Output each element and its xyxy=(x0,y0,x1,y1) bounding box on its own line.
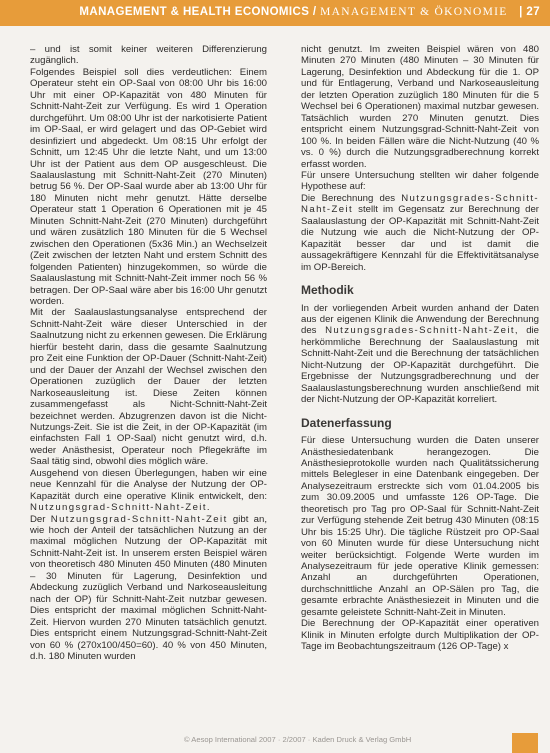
header-separator: / xyxy=(312,6,317,18)
page-number: 27 xyxy=(526,6,540,18)
footer-publisher: © Aesop International 2007 · 2/2007 · Kaden Druck & Verlag GmbH xyxy=(184,735,412,744)
spaced-term: Nutzungsgrades-Schnitt-Naht-Zeit xyxy=(325,325,515,337)
heading-methodik: Methodik xyxy=(301,283,354,298)
spaced-term: Nutzungsgrades-Schnitt-Naht-Zeit xyxy=(301,192,539,216)
section-title-de: MANAGEMENT & ÖKONOMIE xyxy=(320,6,508,18)
paragraph xyxy=(301,193,539,273)
running-header xyxy=(79,6,540,18)
paragraph: – und ist somit keiner weiteren Differenzierung zugänglich. xyxy=(30,44,267,67)
text-run: Der xyxy=(30,513,51,525)
header-divider: | xyxy=(519,6,523,18)
text-run: gibt an, wie hoch der Anteil der tatsächlichen Nutzung an der maximal möglichen Nutzung der OP-Kapazität mit Schnitt-Naht-Zeit ist. In unserem ersten Beispiel wären von theoretisch 480 Minuten 450 Minuten (480 Minuten – 30 Minuten für Lagerung, Desinfektion und Abdeckung zuzüglich Verband und Narkoseausleitung nach der OP) für Schnitt-Naht-Zeit nutzbar gewesen. Dies entspricht der maximal möglichen Schnitt-Naht-Zeit. Hiervon wurden 270 Minuten tatsächlich genutzt. Dies entspricht einem Nutzungsgrad-Schnitt-Naht-Zeit von 60 % (270x100/450=60). 40 % von 450 Minuten, d.h. 180 Minuten wurden xyxy=(30,513,267,663)
spaced-term: Nutzungsgrad-Schnitt-Naht-Zeit xyxy=(50,513,228,525)
spaced-term: Nutzungsgrad-Schnitt-Naht-Zeit xyxy=(30,502,207,514)
paragraph: Die Berechnung der OP-Kapazität einer operativen Klinik in Minuten erfolgte durch Multiplikation der OP-Tage im Beobachtungszeitraum (126 OP-Tage) x xyxy=(301,618,539,653)
paragraph: Folgendes Beispiel soll dies verdeutlichen: Einem Operateur steht ein OP-Saal von 08:00 Uhr bis 16:00 Uhr mit einer OP-Kapazität von 480 Minuten für Schnitt-Naht-Zeit zur Verfügung. Es wird 1 Operation durchgeführt. Um 08:00 Uhr ist der narkotisierte Patient im OP-Saal, er wird gelagert und das OP-Gebiet wird desinfiziert und abgedeckt. Um 08:15 Uhr erfolgt der Schnitt, um 12:45 Uhr die letzte Naht, und um 13:00 Uhr ist der Patient aus dem OP ausgeschleust. Die Saalauslastung mit Schnitt-Naht-Zeit (270 Minuten) betrug 56 %. Der OP-Saal wurde aber ab 13:00 Uhr für 180 Minuten nicht mehr genutzt. Hätte derselbe Operateur statt 1 Operation 6 Operationen mit je 45 Minuten Schnitt-Naht-Zeit (270 Minuten) durchgeführt und wären zusätzlich 180 Minuten für die 5 Wechsel zwischen den Operationen (5x36 Min.) an Wechselzeit (Zeit zwischen der letzten Naht und erstem Schnitt des folgenden Patienten) hinzugekommen, so würde die Saalauslastung mit Schnitt-Naht-Zeit immer noch 56 % betragen. Der OP-Saal wäre aber bis 16:00 Uhr genutzt worden. xyxy=(30,66,267,307)
right-column xyxy=(301,44,539,653)
left-column xyxy=(30,44,267,662)
paragraph xyxy=(30,514,267,663)
text-run: In der vorliegenden Arbeit wurden anhand der Daten aus der eigenen Klinik die Anwendung der Berechnung des xyxy=(301,302,539,337)
header-bar xyxy=(0,0,550,26)
text-run: . xyxy=(206,502,210,514)
heading-datenerfassung: Datenerfassung xyxy=(301,415,392,430)
paragraph xyxy=(301,303,539,406)
paragraph: Mit der Saalauslastungsanalyse entsprechend der Schnitt-Naht-Zeit wäre dieser Unterschied in der Saalnutzung nicht zu erkennen gewesen. Die Erklärung hierfür besteht darin, dass die gesamte Saalnutzung pro Zeit eine Funktion der OP-Dauer (Schnitt-Naht-Zeit) und der Dauer der Anzahl der Wechsel zwischen den Operationen zuzüglich der Dauer der letzten Narkoseausleitung ist. Diese Zeiten können zusammengefasst als Nicht-Schnitt-Naht-Zeit bezeichnet werden. Abzugrenzen davon ist die Nicht-Nutzungs-Zeit. Sie ist die Zeit, in der OP-Kapazität (im einfachsten Fall 1 OP-Saal) nicht genutzt wird, d.h. weder Anästhesist, Operateur noch Pflegekräfte im Saal tätig sind, obwohl dies möglich wäre. xyxy=(30,307,267,468)
section-title-en: MANAGEMENT & HEALTH ECONOMICS xyxy=(79,6,310,18)
text-run: Ausgehend von diesen Überlegungen, haben wir eine neue Kennzahl für die Analyse der Nutzung der OP-Kapazität durch eine operative Klinik entwickelt, den: xyxy=(30,467,267,502)
paragraph xyxy=(30,468,267,514)
footer-accent-block xyxy=(512,733,538,753)
text-run: stellt im Gegensatz zur Berechnung der Saalauslastung der OP-Kapazität mit Schnitt-Naht-Zeit die Nutzung wie auch die Nicht-Nutzung der OP-Kapazität besser dar und ist damit die aussagekräftigere Kennzahl für die Effektivitätsanalyse im OP-Bereich. xyxy=(301,204,539,273)
paragraph: Für unsere Untersuchung stellten wir daher folgende Hypothese auf: xyxy=(301,169,539,193)
text-run: Die Berechnung des xyxy=(301,192,402,204)
paragraph: Für diese Untersuchung wurden die Daten unserer Anästhesiedatenbank herangezogen. Die Anästhesieprotokolle wurden nach Qualitätssicherung mittels Belegleser in eine Datenbank eingegeben. Der Analysezeitraum erstreckte sich vom 01.04.2005 bis zum 30.09.2005 und umfasste 126 OP-Tage. Die theoretisch pro Tag pro OP-Saal für Schnitt-Naht-Zeit zur Verfügung stehende Zeit betrug 430 Minuten (08:15 Uhr bis 15:25 Uhr). Die tägliche Rüstzeit pro OP-Saal von 60 Minuten wurde für diese Untersuchung nicht weiter berücksichtigt. Folgende Werte wurden im Analysezeitraum für jede operative Klinik gemessen: Anzahl an durchgeführten Operationen, durchschnittliche Anzahl an OP-Sälen pro Tag, die gesamte erbrachte Anästhesiezeit in Minuten und die gesamte geleistete Schnitt-Naht-Zeit in Minuten. xyxy=(301,435,539,618)
paragraph: nicht genutzt. Im zweiten Beispiel wären von 480 Minuten 270 Minuten (480 Minuten – 30 Minuten für Lagerung, Desinfektion und Abdeckung für die 1. OP und für Entlagerung, Verband und Narkoseausleitung der letzten Operation zuzüglich 180 Minuten für die 5 Wechsel bei 6 Operationen) maximal nutzbar gewesen. Tatsächlich wurden 270 Minuten genutzt. Dies entspricht einem Nutzungsgrad-Schnitt-Naht-Zeit von 100 %. In beiden Fällen wäre die Nicht-Nutzung (40 % vs. 0 %) durch die Nutzungsgradberechnung korrekt erfasst worden. xyxy=(301,44,539,170)
text-run: , die herkömmliche Berechnung der Saalauslastung mit Schnitt-Naht-Zeit und die Berechnung der tatsächlichen Nicht-Nutzung der OP-Kapazität durchgeführt. Die Ergebnisse der Nutzungsgradberechnung und der Saalauslastungsberechnung wurden anschließend mit der Nicht-Nutzung der OP-Kapazität korreliert. xyxy=(301,325,539,406)
